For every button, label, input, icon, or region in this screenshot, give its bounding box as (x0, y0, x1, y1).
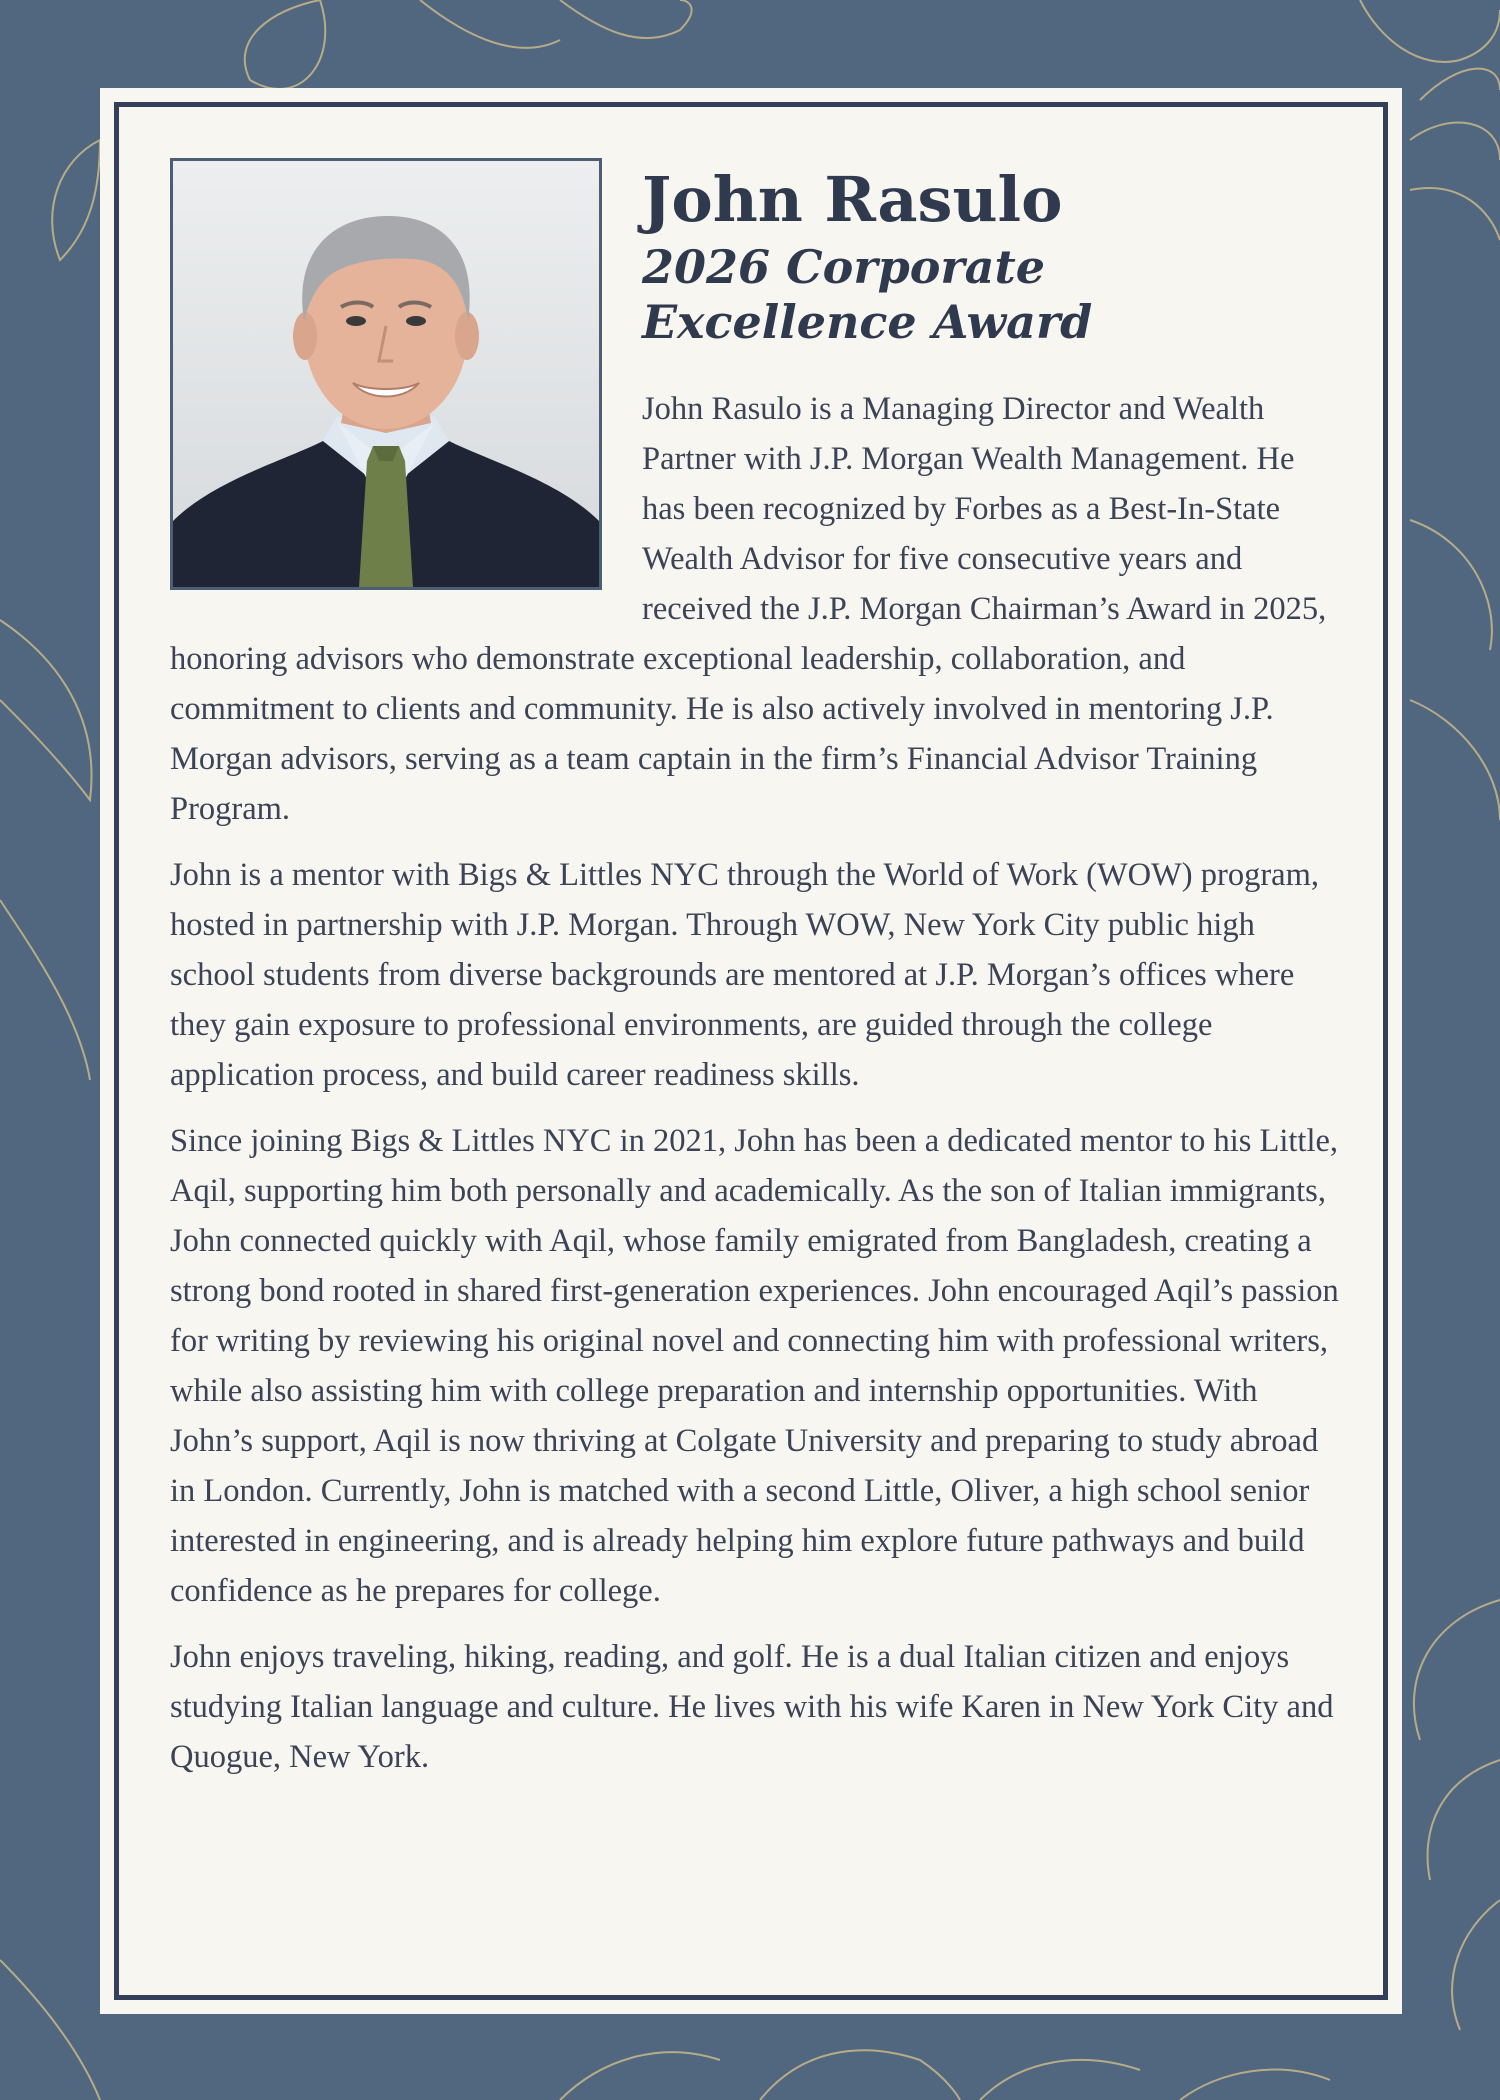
bio-paragraph: John is a mentor with Bigs & Littles NYC through the World of Work (WOW) program, hosted in partnership with J.P. Morgan. Through WOW, New York City public high school students from diverse backgrounds are mentored at J.P. Morgan’s offices where they gain exposure to professional environments, are guided through the college application process, and build career readiness skills. (170, 857, 1319, 1093)
award-title-line2: Excellence Award (642, 295, 1093, 349)
person-name: John Rasulo (642, 163, 1063, 236)
bio-text (170, 384, 1340, 1782)
portrait-photo (170, 158, 602, 590)
bio-paragraph: John Rasulo is a Managing Director and Wealth Partner with J.P. Morgan Wealth Management. He has been recognized by Forbes as a Best-In-State Wealth Advisor for five consecutive years and received the J.P. Morgan Chairman’s Award in 2025, honoring advisors who demonstrate exceptional leadership, collaboration, and commitment to clients and community. He is also actively involved in mentoring J.P. Morgan advisors, serving as a team captain in the firm’s Financial Advisor Training Program. (170, 391, 1327, 827)
bio-paragraph: John enjoys traveling, hiking, reading, and golf. He is a dual Italian citizen and enjoys studying Italian language and culture. He lives with his wife Karen in New York City and Quogue, New York. (170, 1639, 1334, 1775)
award-title-line1: 2026 Corporate (642, 240, 1045, 294)
bio-paragraph: Since joining Bigs & Littles NYC in 2021, John has been a dedicated mentor to his Little, Aqil, supporting him both personally and academically. As the son of Italian immigrants, John connected quickly with Aqil, whose family emigrated from Bangladesh, creating a strong bond rooted in shared first-generation experiences. John encouraged Aqil’s passion for writing by reviewing his original novel and connecting him with professional writers, while also assisting him with college preparation and internship opportunities. With John’s support, Aqil is now thriving at Colgate University and preparing to study abroad in London. Currently, John is matched with a second Little, Oliver, a high school senior interested in engineering, and is already helping him explore future pathways and build confidence as he prepares for college. (170, 1123, 1339, 1609)
bio-content (170, 158, 1340, 1798)
bio-card (100, 88, 1402, 2014)
